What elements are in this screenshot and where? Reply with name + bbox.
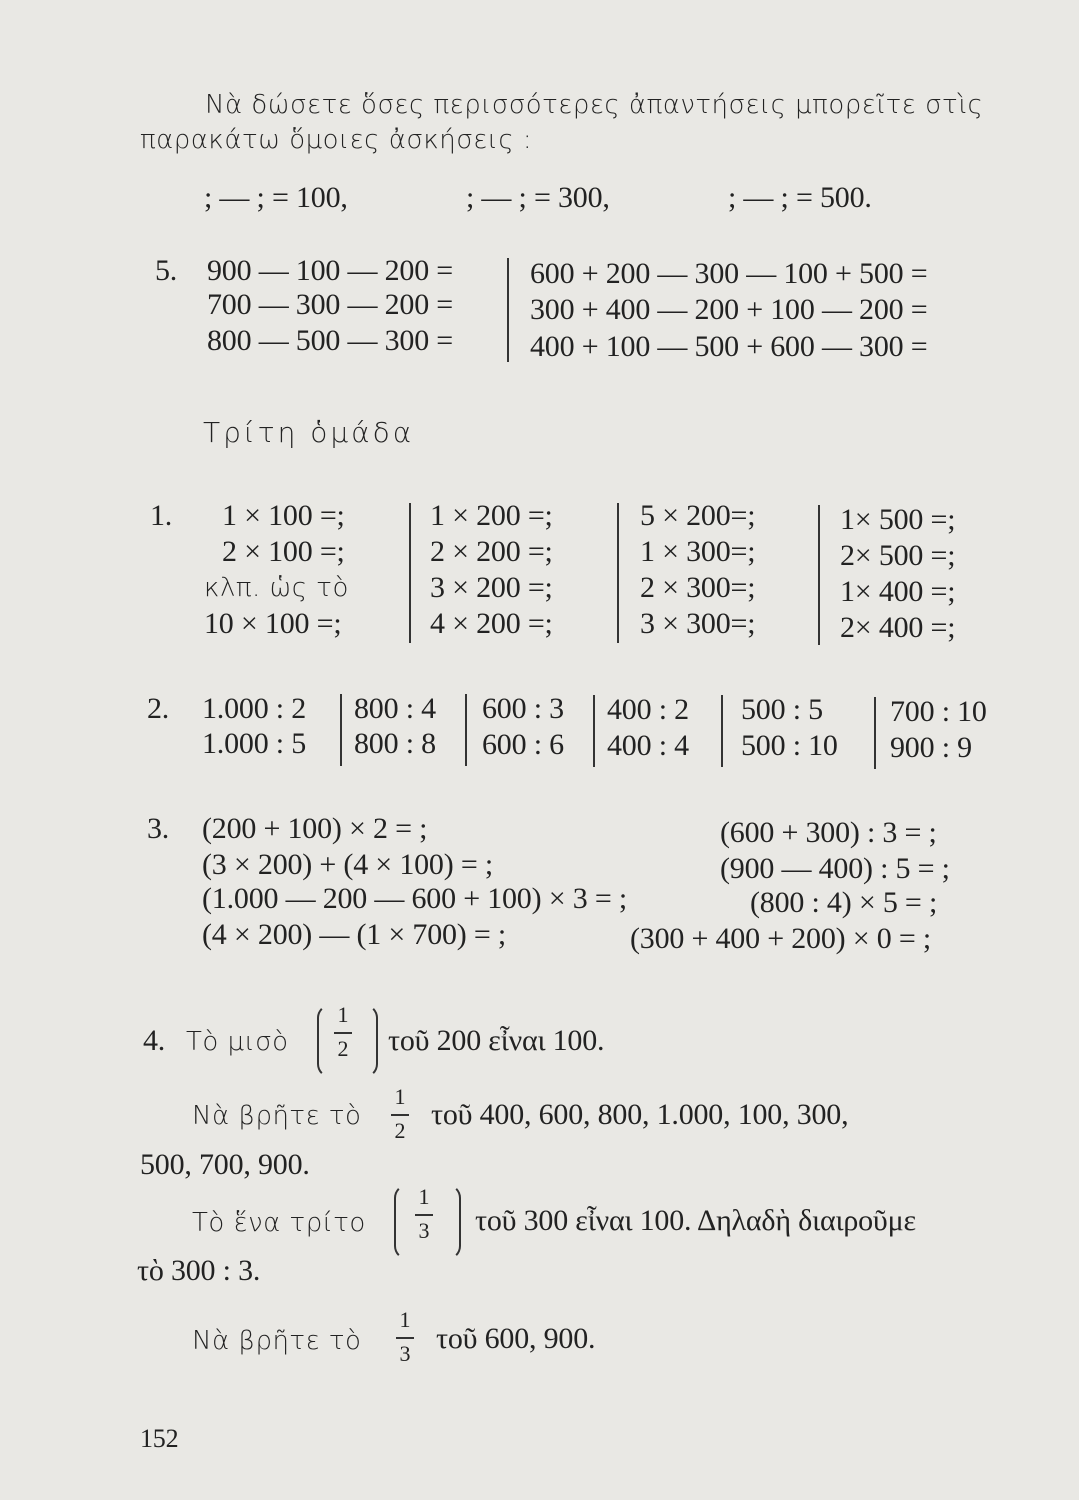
ex4-text: Τὸ μισὸ — [186, 1027, 289, 1057]
ex5-right-line: 400 + 100 — 500 + 600 — 300 = — [530, 330, 928, 363]
column-divider — [507, 258, 509, 362]
ex2-cell: 400 : 2 — [607, 693, 689, 726]
blank-exercise: ; — ; = 100, — [204, 181, 348, 214]
ex1-cell: 3 × 300=; — [640, 607, 756, 640]
ex2-cell: 500 : 5 — [741, 693, 823, 726]
ex1-cell: 4 × 200 =; — [430, 607, 553, 640]
ex2-cell: 400 : 4 — [607, 729, 689, 762]
column-divider — [409, 503, 411, 643]
exercise-label: 2. — [147, 692, 170, 725]
column-divider — [617, 503, 619, 643]
ex3-right: (800 : 4) × 5 = ; — [750, 886, 938, 919]
blank-exercise: ; — ; = 300, — [466, 181, 610, 214]
ex2-cell: 800 : 8 — [354, 727, 436, 760]
ex1-cell: 1 × 300=; — [640, 535, 756, 568]
left-parenthesis — [394, 1184, 408, 1260]
ex5-left-line: 800 — 500 — 300 = — [207, 324, 454, 357]
ex4-text: τὸ 300 : 3. — [137, 1254, 261, 1287]
blank-exercise: ; — ; = 500. — [728, 181, 872, 214]
ex4-text: 500, 700, 900. — [140, 1148, 310, 1181]
intro-line-1: Νὰ δώσετε ὅσες περισσότερες ἀπαντήσεις μπορεῖτε στὶς — [205, 90, 984, 120]
ex4-text: τοῦ 300 εἶναι 100. Δηλαδὴ διαιροῦμε — [475, 1204, 916, 1237]
ex3-right: (900 — 400) : 5 = ; — [720, 852, 950, 885]
ex4-text: τοῦ 400, 600, 800, 1.000, 100, 300, — [431, 1098, 849, 1131]
exercise-label: 1. — [150, 499, 173, 532]
ex5-left-line: 900 — 100 — 200 = — [207, 254, 454, 287]
ex4-text: Νὰ βρῆτε τὸ — [192, 1326, 362, 1356]
ex3-left: (200 + 100) × 2 = ; — [202, 812, 428, 845]
ex4-text: Τὸ ἕνα τρίτο — [192, 1208, 366, 1238]
ex1-cell: κλπ. ὡς τὸ — [204, 573, 349, 603]
ex3-left: (3 × 200) + (4 × 100) = ; — [202, 848, 493, 881]
column-divider — [874, 697, 876, 769]
ex5-right-line: 300 + 400 — 200 + 100 — 200 = — [530, 293, 928, 326]
ex1-cell: 1 × 200 =; — [430, 499, 553, 532]
ex1-cell: 2× 400 =; — [840, 611, 956, 644]
column-divider — [721, 695, 723, 767]
column-divider — [465, 694, 467, 766]
right-parenthesis — [364, 1004, 378, 1078]
exercise-label: 3. — [147, 812, 170, 845]
ex2-cell: 1.000 : 5 — [202, 727, 307, 760]
ex3-left: (1.000 — 200 — 600 + 100) × 3 = ; — [202, 882, 627, 915]
exercise-label: 4. — [143, 1024, 166, 1057]
right-parenthesis — [447, 1184, 461, 1260]
ex4-text: Νὰ βρῆτε τὸ — [192, 1101, 362, 1131]
page-number: 152 — [140, 1424, 179, 1453]
ex3-left: (4 × 200) — (1 × 700) = ; — [202, 918, 507, 951]
ex5-right-line: 600 + 200 — 300 — 100 + 500 = — [530, 257, 928, 290]
left-parenthesis — [317, 1004, 331, 1078]
textbook-page: Νὰ δώσετε ὅσες περισσότερες ἀπαντήσεις μπορεῖτε στὶς παρακάτω ὅμοιες ἀσκήσεις : ; — ; = 100, ; — ; = 300, ; — ; = 500. 5. 900 — 100 — 200 = 700 — 300 — 200 = 800 — 500 — 300 = 600 + 200 — 300 — 100 + 500 = 300 + 400 — 200 + 100 — 200 = 400 + 100 — 500 + 600 — 300 = Τρίτη ὁμάδα 1. 1 × 100 =; 2 × 100 =; κλπ. ὡς τὸ 10 × 100 =; 1 × 200 =; 2 × 200 =; 3 × 200 =; 4 × 200 =; 5 × 200=; 1 × 300=; 2 × 300=; 3 × 300=; 1× 500 =; 2× 500 =; 1× 400 =; 2× 400 =; 2. 1.000 : 2 1.000 : 5 800 : 4 800 : 8 600 : 3 600 : 6 400 : 2 400 : 4 500 : 5 500 : 10 700 : 10 900 : 9 3. (200 + 100) × 2 = ; (3 × 200) + (4 × 100) = ; (1.000 — 200 — 600 + 100) × 3 = ; (4 × 200) — (1 × 700) = ; (600 + 300) : 3 = ; (900 — 400) : 5 = ; (800 : 4) × 5 = ; (300 + 400 + 200) × 0 = ; 4. Τὸ μισὸ 1 2 τοῦ 200 εἶναι 100. Νὰ βρῆτε τὸ 1 2 τοῦ 400, 600, 800, 1.000, 100, 300, 500, 700, 900. Τὸ ἕνα τρίτο 1 3 τοῦ 300 εἶναι 100. Δηλαδὴ διαιροῦμε τὸ 300 : 3. Νὰ βρῆτε τὸ 1 3 τοῦ 600, 900. 152 — [137, 90, 987, 1453]
ex3-right: (600 + 300) : 3 = ; — [720, 816, 937, 849]
ex1-cell: 1× 500 =; — [840, 503, 956, 536]
ex1-cell: 1 × 100 =; — [222, 499, 345, 532]
intro-line-2: παρακάτω ὅμοιες ἀσκήσεις : — [140, 125, 533, 155]
ex3-right: (300 + 400 + 200) × 0 = ; — [630, 922, 931, 955]
ex1-cell: 2 × 200 =; — [430, 535, 553, 568]
ex1-cell: 10 × 100 =; — [204, 607, 342, 640]
ex1-cell: 2 × 100 =; — [222, 535, 345, 568]
ex2-cell: 500 : 10 — [741, 729, 838, 762]
ex1-cell: 5 × 200=; — [640, 499, 756, 532]
ex2-cell: 600 : 6 — [482, 728, 564, 761]
ex1-cell: 1× 400 =; — [840, 575, 956, 608]
ex2-cell: 700 : 10 — [890, 695, 987, 728]
ex2-cell: 900 : 9 — [890, 731, 972, 764]
group-title: Τρίτη ὁμάδα — [203, 416, 415, 449]
column-divider — [340, 694, 342, 766]
ex5-left-line: 700 — 300 — 200 = — [207, 288, 454, 321]
ex2-cell: 600 : 3 — [482, 692, 564, 725]
ex4-text: τοῦ 600, 900. — [436, 1322, 596, 1355]
column-divider — [818, 505, 820, 645]
ex1-cell: 2 × 300=; — [640, 571, 756, 604]
ex1-cell: 3 × 200 =; — [430, 571, 553, 604]
ex1-cell: 2× 500 =; — [840, 539, 956, 572]
column-divider — [593, 695, 595, 767]
exercise-label: 5. — [155, 254, 178, 287]
ex4-text: τοῦ 200 εἶναι 100. — [388, 1024, 605, 1057]
ex2-cell: 800 : 4 — [354, 692, 436, 725]
ex2-cell: 1.000 : 2 — [202, 692, 307, 725]
